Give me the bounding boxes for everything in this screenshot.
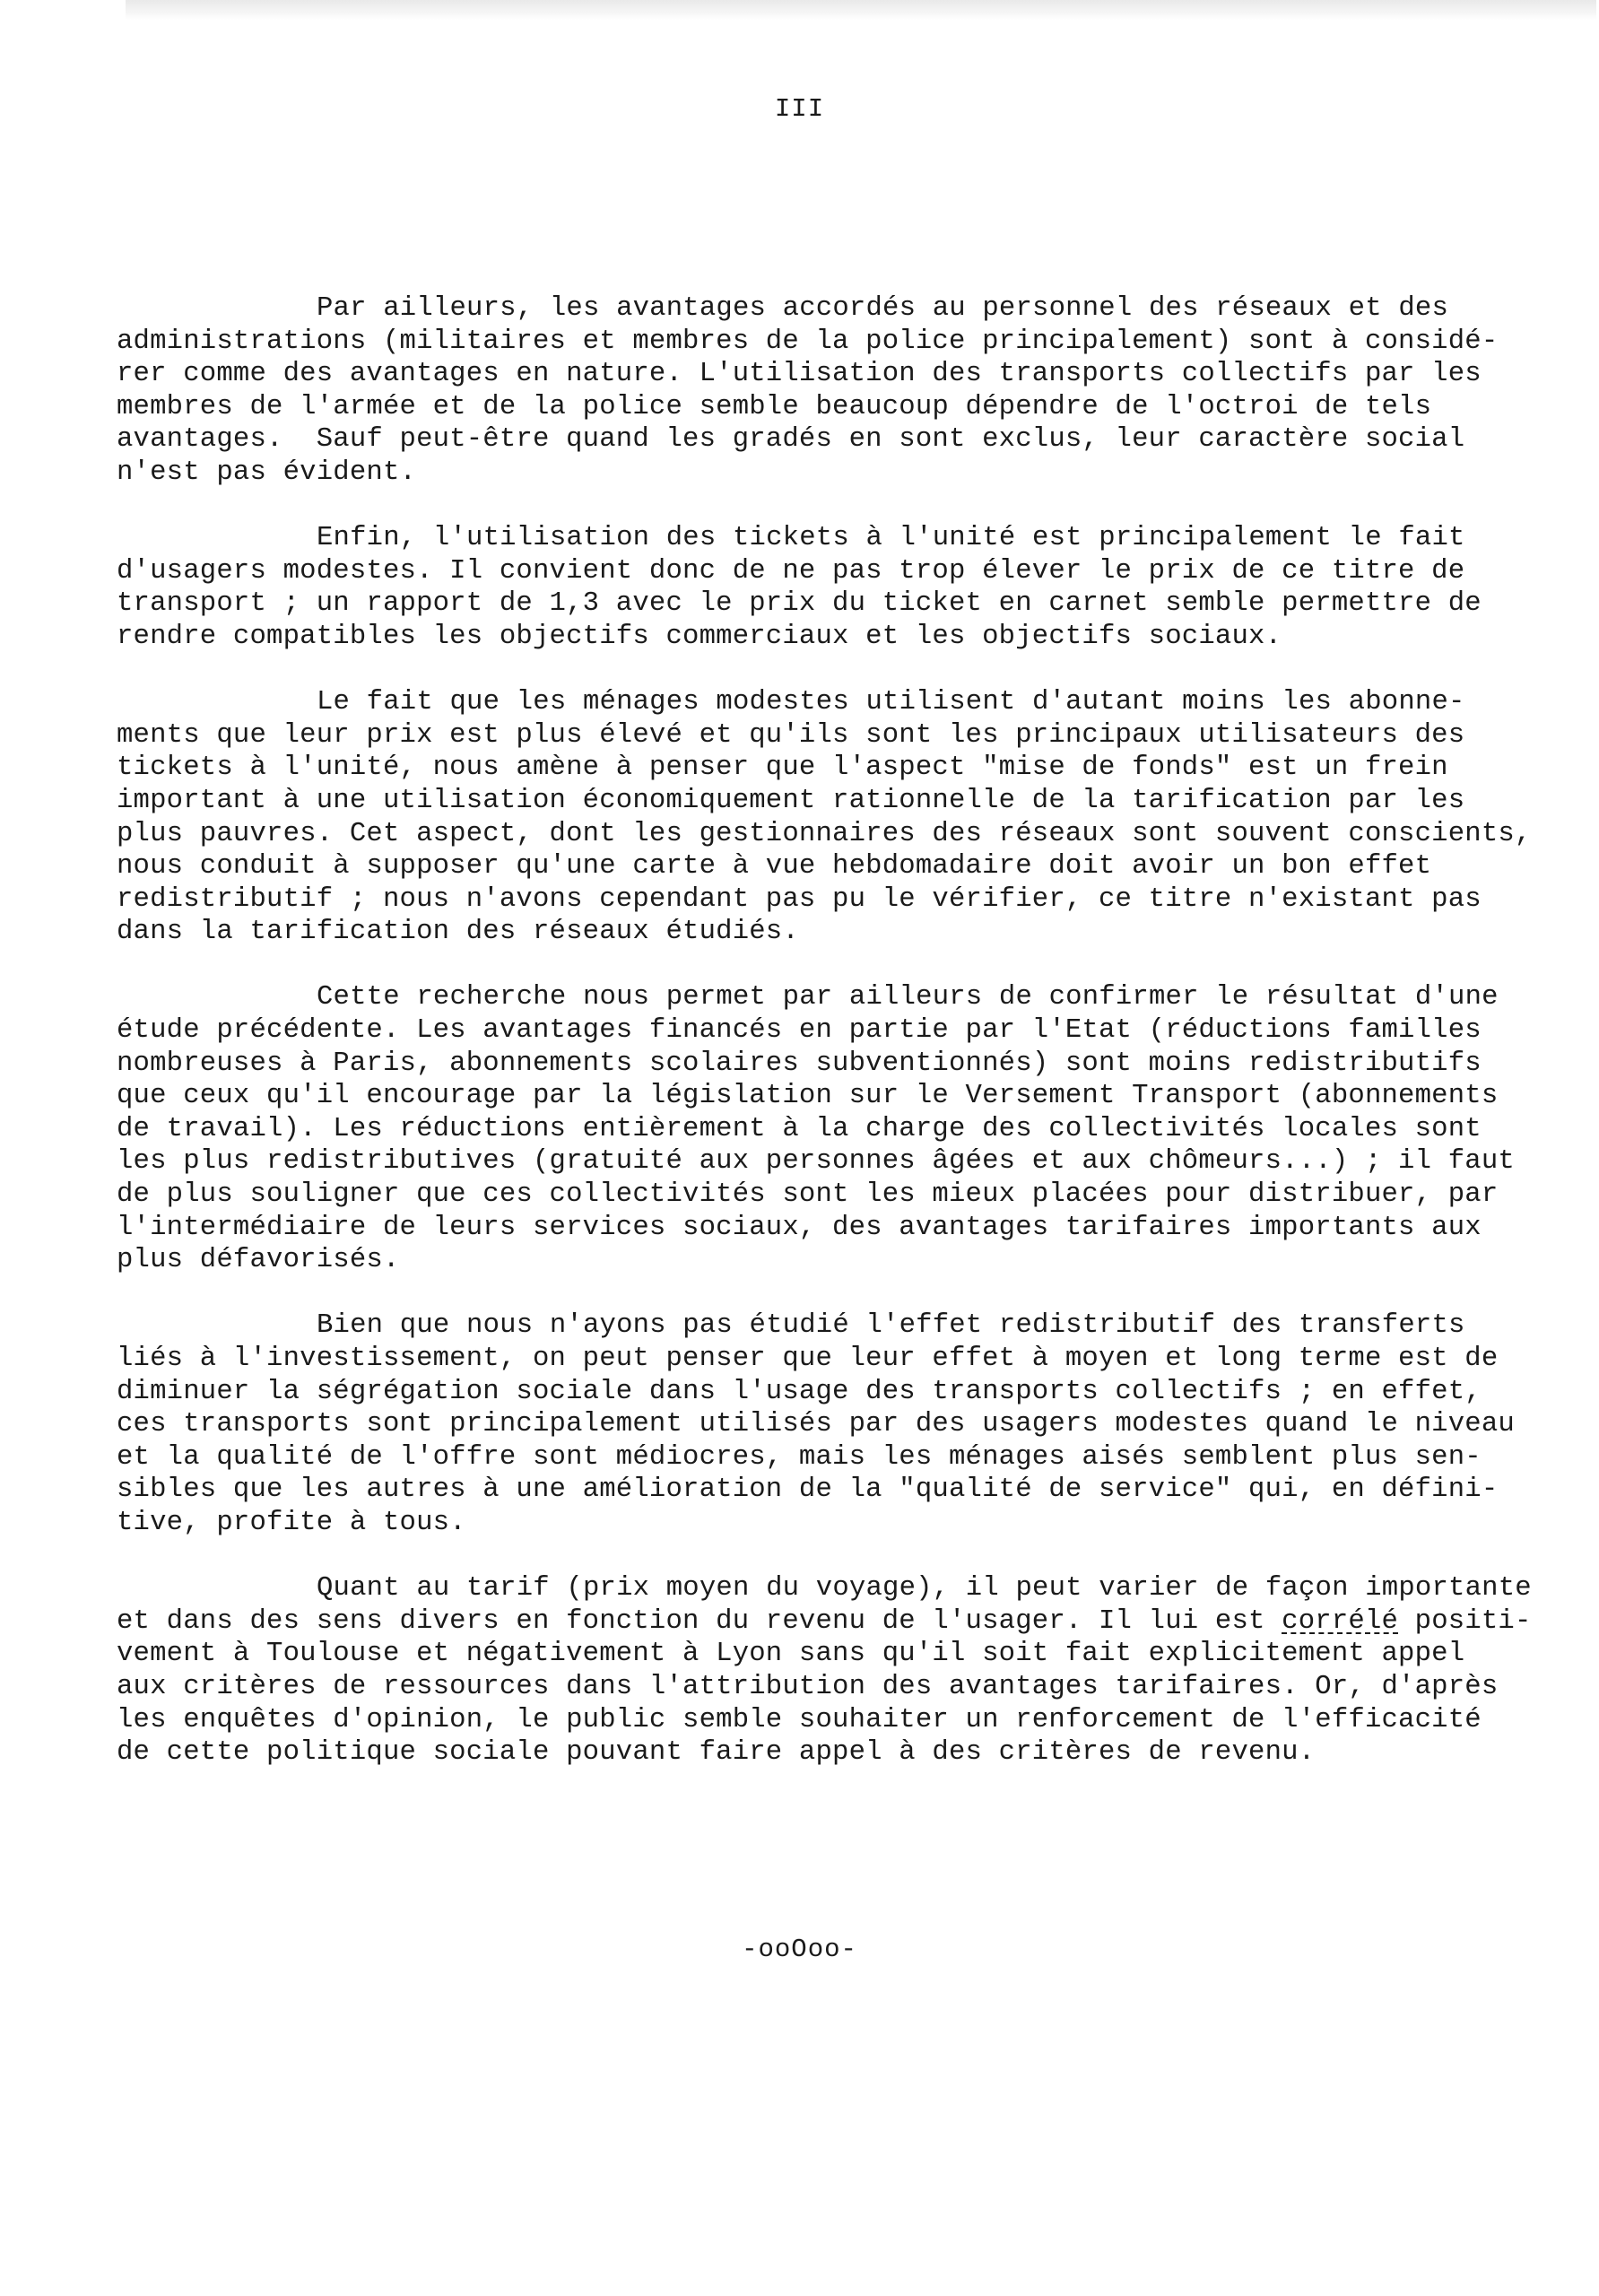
text-line: Le fait que les ménages modestes utilisent d'autant moins les abonne- [317, 687, 1465, 718]
text-line: de travail). Les réductions entièrement à la charge des collectivités locales sont [117, 1113, 1482, 1144]
text-line: l'intermédiaire de leurs services sociaux, des avantages tarifaires importants aux [117, 1212, 1482, 1243]
text-line: rendre compatibles les objectifs commerciaux et les objectifs sociaux. [117, 621, 1282, 652]
text-segment: et dans des sens divers en fonction du revenu de l'usager. Il lui est [117, 1605, 1282, 1637]
text-line: transport ; un rapport de 1,3 avec le prix du ticket en carnet semble permettre de [117, 588, 1482, 620]
text-line: dans la tarification des réseaux étudiés. [117, 917, 799, 948]
paragraph-single-tickets [117, 522, 1551, 653]
paragraph-previous-study [117, 981, 1551, 1276]
text-line: plus pauvres. Cet aspect, dont les gestionnaires des réseaux sont souvent conscients, [117, 818, 1532, 849]
text-line: aux critères de ressources dans l'attribution des avantages tarifaires. Or, d'après [117, 1671, 1499, 1702]
text-line: membres de l'armée et de la police semble beaucoup dépendre de l'octroi de tels [117, 391, 1432, 422]
text-line: de cette politique sociale pouvant faire appel à des critères de revenu. [117, 1737, 1316, 1769]
text-line: Par ailleurs, les avantages accordés au personnel des réseaux et des [317, 293, 1449, 324]
text-line: que ceux qu'il encourage par la législation sur le Versement Transport (abonnements [117, 1081, 1499, 1112]
text-line: Quant au tarif (prix moyen du voyage), il peut varier de façon importante [317, 1573, 1532, 1605]
text-line: vement à Toulouse et négativement à Lyon sans qu'il soit fait explicitement appel [117, 1639, 1465, 1670]
text-line: n'est pas évident. [117, 457, 417, 488]
text-line: rer comme des avantages en nature. L'utilisation des transports collectifs par les [117, 359, 1482, 390]
scan-artifact-band [126, 0, 1596, 20]
text-line: tickets à l'unité, nous amène à penser que l'aspect "mise de fonds" est un frein [117, 752, 1448, 784]
text-line: nous conduit à supposer qu'une carte à vue hebdomadaire doit avoir un bon effet [117, 851, 1432, 883]
text-line: étude précédente. Les avantages financés en partie par l'Etat (réductions familles [117, 1015, 1482, 1047]
end-separator: -ooOoo- [742, 1935, 857, 1964]
paragraph-average-fare [117, 1572, 1551, 1770]
text-segment: positi- [1398, 1605, 1532, 1637]
text-line: liés à l'investissement, on peut penser que leur effet à moyen et long terme est de [117, 1344, 1499, 1374]
text-line: administrations (militaires et membres de la police principalement) sont à considé- [117, 326, 1499, 357]
text-line: Bien que nous n'ayons pas étudié l'effet redistributif des transferts [317, 1310, 1465, 1342]
text-line: avantages. Sauf peut-être quand les gradés en sont exclus, leur caractère social [117, 424, 1465, 456]
text-line: les plus redistributives (gratuité aux personnes âgées et aux chômeurs...) ; il faut [117, 1146, 1515, 1178]
document-body [117, 292, 1551, 1802]
paragraph-staff-benefits [117, 292, 1551, 490]
text-line: sibles que les autres à une amélioration de la "qualité de service" qui, en défini- [117, 1474, 1499, 1506]
text-line: redistributif ; nous n'avons cependant pas pu le vérifier, ce titre n'existant pas [117, 883, 1482, 915]
text-line: Enfin, l'utilisation des tickets à l'unité est principalement le fait [317, 523, 1465, 554]
paragraph-investment-transfers [117, 1309, 1551, 1539]
text-line: ces transports sont principalement utilisés par des usagers modestes quand le niveau [117, 1409, 1515, 1440]
text-line: les enquêtes d'opinion, le public semble souhaiter un renforcement de l'efficacité [117, 1704, 1482, 1735]
text-line: important à une utilisation économiquement rationnelle de la tarification par les [117, 785, 1465, 816]
text-line: nombreuses à Paris, abonnements scolaires subventionnés) sont moins redistributifs [117, 1048, 1482, 1079]
paragraph-upfront-cost [117, 686, 1551, 949]
text-line: ments que leur prix est plus élevé et qu'ils sont les principaux utilisateurs des [117, 719, 1465, 751]
text-line: de plus souligner que ces collectivités sont les mieux placées pour distribuer, par [117, 1179, 1499, 1211]
text-line: et la qualité de l'offre sont médiocres, mais les ménages aisés semblent plus sen- [117, 1441, 1482, 1473]
text-line: plus défavorisés. [117, 1245, 400, 1276]
text-line: d'usagers modestes. Il convient donc de ne pas trop élever le prix de ce titre de [117, 555, 1465, 587]
text-line: diminuer la ségrégation sociale dans l'usage des transports collectifs ; en effet, [117, 1376, 1482, 1407]
text-line: Cette recherche nous permet par ailleurs de confirmer le résultat d'une [317, 982, 1499, 1013]
underlined-word: corrélé [1282, 1605, 1399, 1637]
text-line-with-underline [117, 1605, 1551, 1639]
page-number: III [774, 94, 825, 124]
text-line: tive, profite à tous. [117, 1507, 466, 1538]
